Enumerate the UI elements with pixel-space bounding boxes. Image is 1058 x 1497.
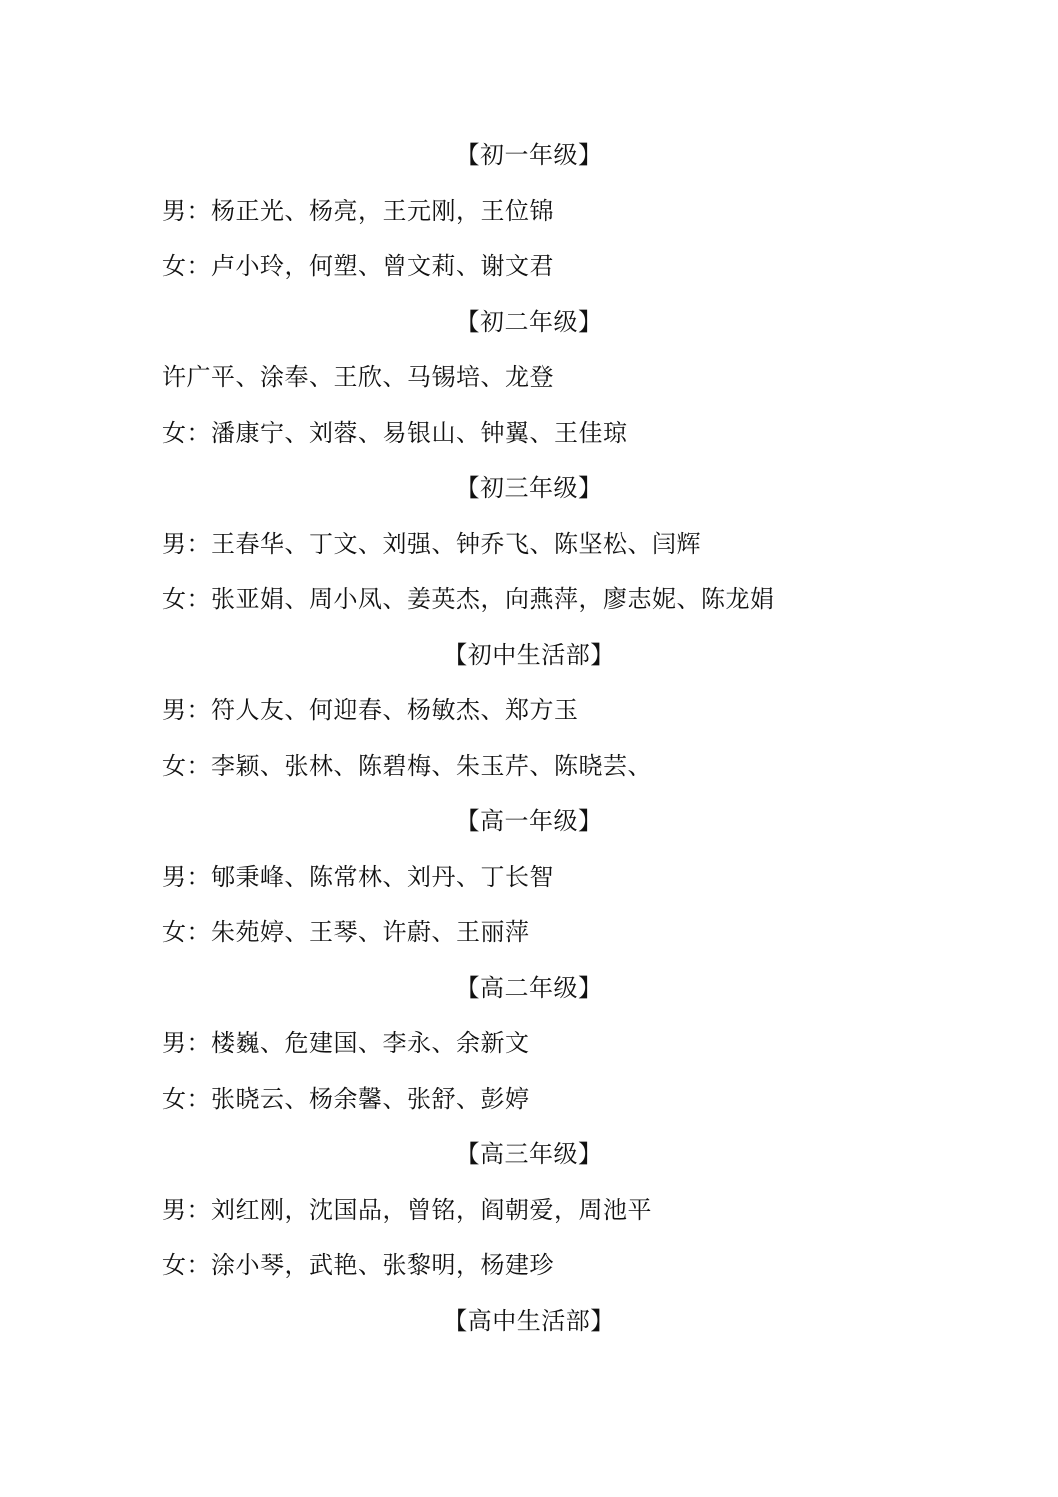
section-heading: 【高二年级】 xyxy=(455,973,603,1002)
section-heading: 【初三年级】 xyxy=(455,474,603,502)
section-heading: 【高一年级】 xyxy=(455,807,603,835)
female-list: 女：卢小玲，何塑、曾文莉、谢文君 xyxy=(162,252,554,280)
section-heading: 【初中生活部】 xyxy=(443,640,615,669)
section-heading: 【高三年级】 xyxy=(455,1140,603,1168)
female-list: 女：涂小琴，武艳、张黎明，杨建珍 xyxy=(162,1251,554,1279)
female-list: 女：朱苑婷、王琴、许蔚、王丽萍 xyxy=(162,918,530,946)
female-list: 女：潘康宁、刘蓉、易银山、钟翼、王佳琼 xyxy=(162,418,628,447)
male-list: 男：符人友、何迎春、杨敏杰、郑方玉 xyxy=(162,696,579,724)
male-list: 男：王春华、丁文、刘强、钟乔飞、陈坚松、闫辉 xyxy=(162,529,701,558)
male-list: 男：刘红刚，沈国品，曾铭，阎朝爱，周池平 xyxy=(162,1195,652,1224)
section-heading: 【初二年级】 xyxy=(455,307,603,336)
section-heading: 【高中生活部】 xyxy=(443,1306,615,1335)
male-list: 男：杨正光、杨亮，王元刚，王位锦 xyxy=(162,196,554,225)
female-list: 女：李颖、张林、陈碧梅、朱玉芹、陈晓芸、 xyxy=(162,751,652,780)
male-list: 许广平、涂奉、王欣、马锡培、龙登 xyxy=(162,363,554,391)
section-heading: 【初一年级】 xyxy=(455,141,603,169)
female-list: 女：张晓云、杨余馨、张舒、彭婷 xyxy=(162,1084,530,1113)
male-list: 男：郇秉峰、陈常林、刘丹、丁长智 xyxy=(162,862,554,891)
document-content xyxy=(162,128,896,1349)
female-list: 女：张亚娟、周小凤、姜英杰，向燕萍，廖志妮、陈龙娟 xyxy=(162,585,775,613)
male-list: 男：楼巍、危建国、李永、余新文 xyxy=(162,1029,530,1057)
